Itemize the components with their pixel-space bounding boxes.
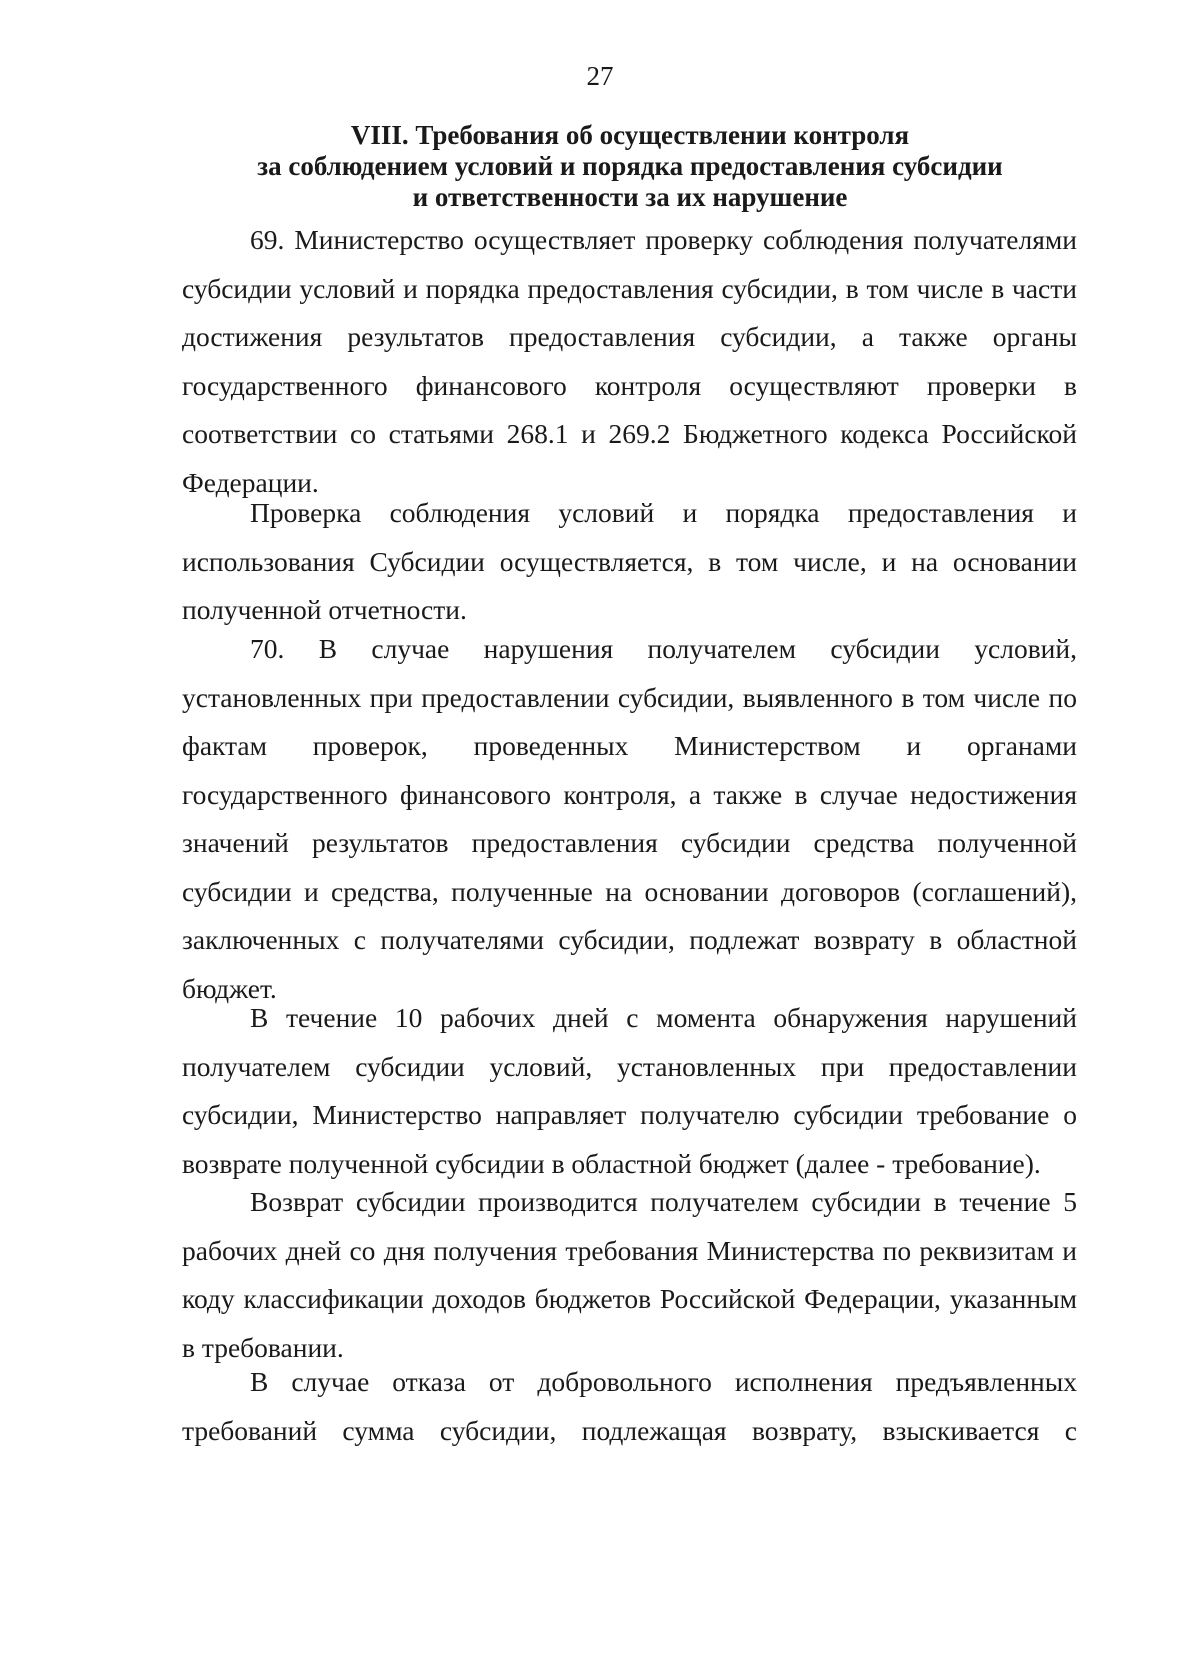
heading-line-1: VIII. Требования об осуществлении контроля	[350, 120, 910, 150]
paragraph-70: 70. В случае нарушения получателем субсидии условий, установленных при предоставлении субсидии, выявленного в том числе по фактам проверок, проведенных Министерством и органами государственного финансового контроля, а также в случае недостижения значений результатов предоставления субсидии средства полученной субсидии и средства, полученные на основании договоров (соглашений), заключенных с получателями субсидии, подлежат возврату в областной бюджет.	[182, 633, 1077, 1004]
heading-line-3: и ответственности за их нарушение	[412, 182, 848, 212]
paragraph-refusal: В случае отказа от добровольного исполнения предъявленных требований сумма субсидии, подлежащая возврату, взыскивается с	[182, 1366, 1077, 1446]
paragraph-notification: В течение 10 рабочих дней с момента обнаружения нарушений получателем субсидии условий, установленных при предоставлении субсидии, Министерство направляет получателю субсидии требование о возврате полученной субсидии в областной бюджет (далее - требование).	[182, 1002, 1077, 1179]
paragraph-verification: Проверка соблюдения условий и порядка предоставления и использования Субсидии осуществляется, в том числе, и на основании полученной отчетности.	[182, 497, 1077, 625]
paragraph-69: 69. Министерство осуществляет проверку соблюдения получателями субсидии условий и порядка предоставления субсидии, в том числе в части достижения результатов предоставления субсидии, а также органы государственного финансового контроля осуществляют проверки в соответствии со статьями 268.1 и 269.2 Бюджетного кодекса Российской Федерации.	[182, 224, 1077, 498]
page-number: 27	[586, 61, 614, 91]
section-heading	[160, 120, 1100, 213]
paragraph-refund: Возврат субсидии производится получателем субсидии в течение 5 рабочих дней со дня получения требования Министерства по реквизитам и коду классификации доходов бюджетов Российской Федерации, указанным в требовании.	[182, 1186, 1077, 1363]
heading-line-2: за соблюдением условий и порядка предоставления субсидии	[257, 151, 1003, 181]
